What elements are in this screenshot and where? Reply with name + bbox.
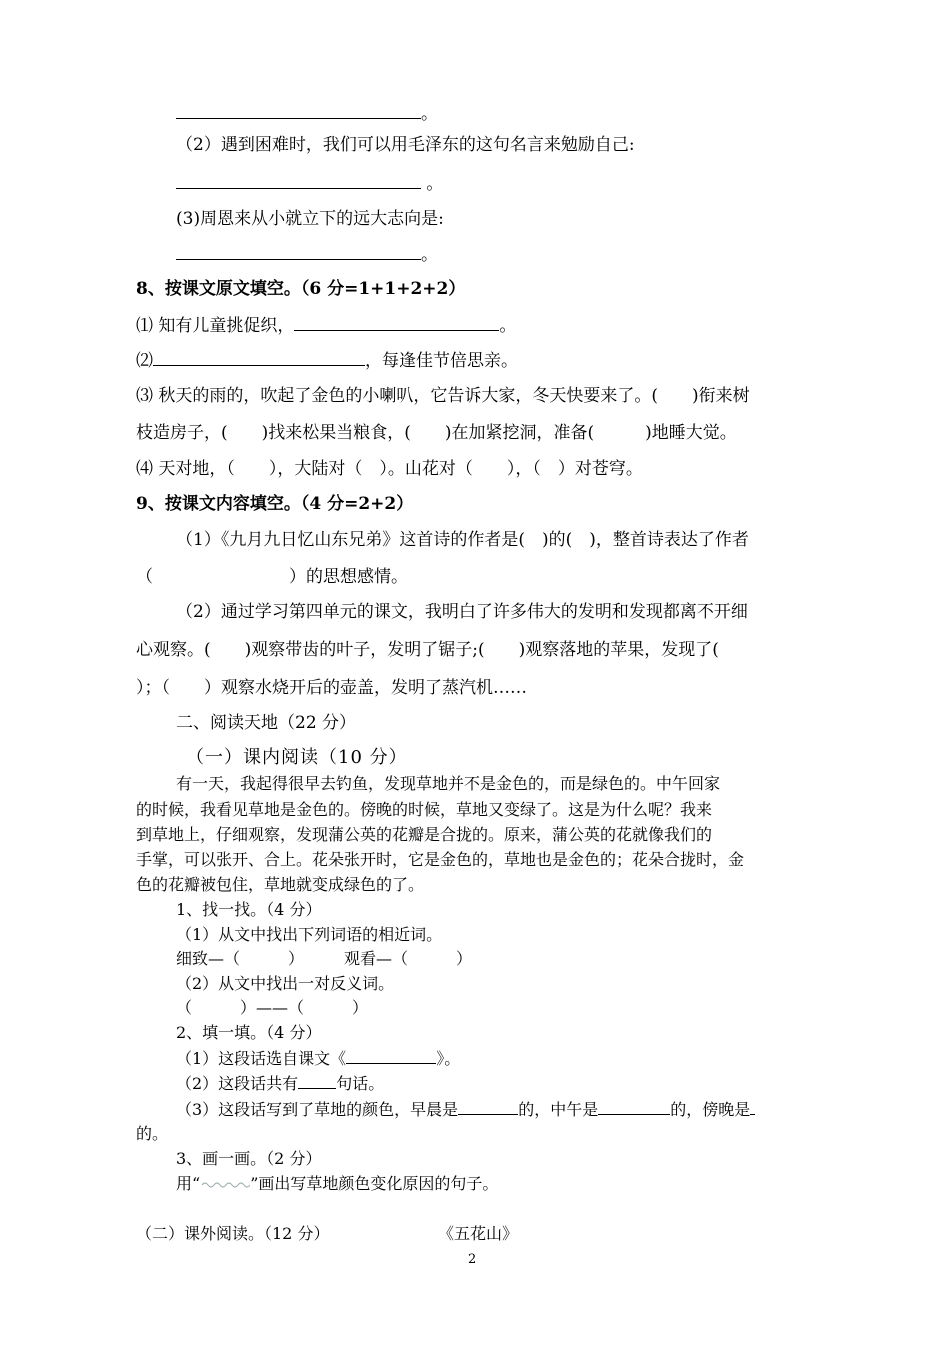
page-number: 2: [468, 1252, 477, 1267]
reading-q3-instruction: 用“ ”画出写草地颜色变化原因的句子。: [176, 1174, 499, 1193]
reading-q2-sub3: （3）这段话写到了草地的颜色，早晨是 的，中午是 的，傍晚是: [176, 1097, 755, 1122]
reading-q1-sub2: （2）从文中找出一对反义词。: [176, 974, 395, 993]
blank-line[interactable]: [750, 1097, 755, 1115]
q9-item2-line1: （2）通过学习第四单元的课文，我明白了许多伟大的发明和发现都离不开细: [176, 602, 748, 622]
passage-line-3: 到草地上，仔细观察，发现蒲公英的花瓣是合拢的。原来，蒲公英的花就像我们的: [136, 825, 713, 844]
q7-item2-answer-line: 。: [176, 171, 443, 196]
q7-item1-answer-line: 。: [176, 101, 438, 126]
blank-line[interactable]: [176, 171, 421, 189]
passage-line-5: 色的花瓣被包住，草地就变成绿色的了。: [136, 875, 425, 894]
blank-line[interactable]: [298, 1071, 336, 1089]
reading-part1-title: （一）课内阅读（10 分）: [186, 747, 408, 768]
reading-q2-sub2: （2）这段话共有 句话。: [176, 1071, 384, 1096]
q7-item2: （2）遇到困难时，我们可以用毛泽东的这句名言来勉励自己:: [176, 135, 635, 155]
reading-q1-sub1: （1）从文中找出下列词语的相近词。: [176, 925, 443, 944]
reading-q1-pair: （ ）——（ ）: [176, 998, 369, 1017]
q8-item2: ⑵ ，每逢佳节倍思亲。: [136, 348, 518, 373]
reading-q2-sub3-end: 的。: [136, 1124, 169, 1143]
q9-item1-line1: （1）《九月九日忆山东兄弟》这首诗的作者是( )的( )，整首诗表达了作者: [176, 530, 749, 550]
q8-item4: ⑷ 天对地，（ ），大陆对（ ）。山花对（ ），（ ）对苍穹。: [136, 459, 643, 479]
q9-item1-line2: （ ）的思想感情。: [136, 567, 408, 587]
reading-section-title: 二、阅读天地（22 分）: [176, 713, 357, 733]
q7-item3: (3)周恩来从小就立下的远大志向是:: [176, 209, 444, 229]
q8-item1: ⑴ 知有儿童挑促织， 。: [136, 313, 516, 338]
reading-part2-story-title: 《五花山》: [438, 1224, 519, 1243]
reading-q1-title: 1、找一找。（4 分）: [176, 900, 322, 919]
q8-title: 8、按课文原文填空。（6 分=1+1+2+2）: [136, 279, 466, 299]
reading-part2-title: （二）课外阅读。（12 分）: [136, 1224, 330, 1243]
blank-line[interactable]: [176, 101, 421, 119]
blank-line[interactable]: [294, 313, 499, 331]
blank-line[interactable]: [346, 1046, 436, 1064]
reading-q2-sub1: （1）这段话选自课文《 》。: [176, 1046, 460, 1071]
q8-item3-line1: ⑶ 秋天的雨的，吹起了金色的小喇叭，它告诉大家，冬天快要来了。( )衔来树: [136, 386, 750, 406]
passage-line-2: 的时候，我看见草地是金色的。傍晚的时候，草地又变绿了。这是为什么呢？我来: [136, 800, 713, 819]
wavy-line-icon: [200, 1179, 250, 1189]
passage-line-4: 手掌，可以张开、合上。花朵张开时，它是金色的，草地也是金色的；花朵合拢时，金: [136, 850, 745, 869]
passage-line-1: 有一天，我起得很早去钓鱼，发现草地并不是金色的，而是绿色的。中午回家: [176, 774, 721, 793]
reading-q2-title: 2、填一填。（4 分）: [176, 1023, 322, 1042]
blank-line[interactable]: [176, 242, 421, 260]
reading-q3-title: 3、画一画。（2 分）: [176, 1149, 322, 1168]
q9-item2-line2: 心观察。( )观察带齿的叶子，发明了锯子;( )观察落地的苹果，发现了(: [136, 640, 719, 660]
reading-q1-words: 细致—（ ） 观看—（ ）: [176, 949, 473, 968]
q8-item3-line2: 枝造房子，( )找来松果当粮食，( )在加紧挖洞，准备( )地睡大觉。: [136, 423, 737, 443]
q7-item3-answer-line: 。: [176, 242, 438, 267]
blank-line[interactable]: [458, 1097, 518, 1115]
blank-line[interactable]: [598, 1097, 670, 1115]
q9-title: 9、按课文内容填空。（4 分=2+2）: [136, 494, 414, 514]
blank-line[interactable]: [153, 348, 365, 366]
q9-item2-line3: ）；（ ）观察水烧开后的壶盖，发明了蒸汽机……: [136, 678, 527, 698]
